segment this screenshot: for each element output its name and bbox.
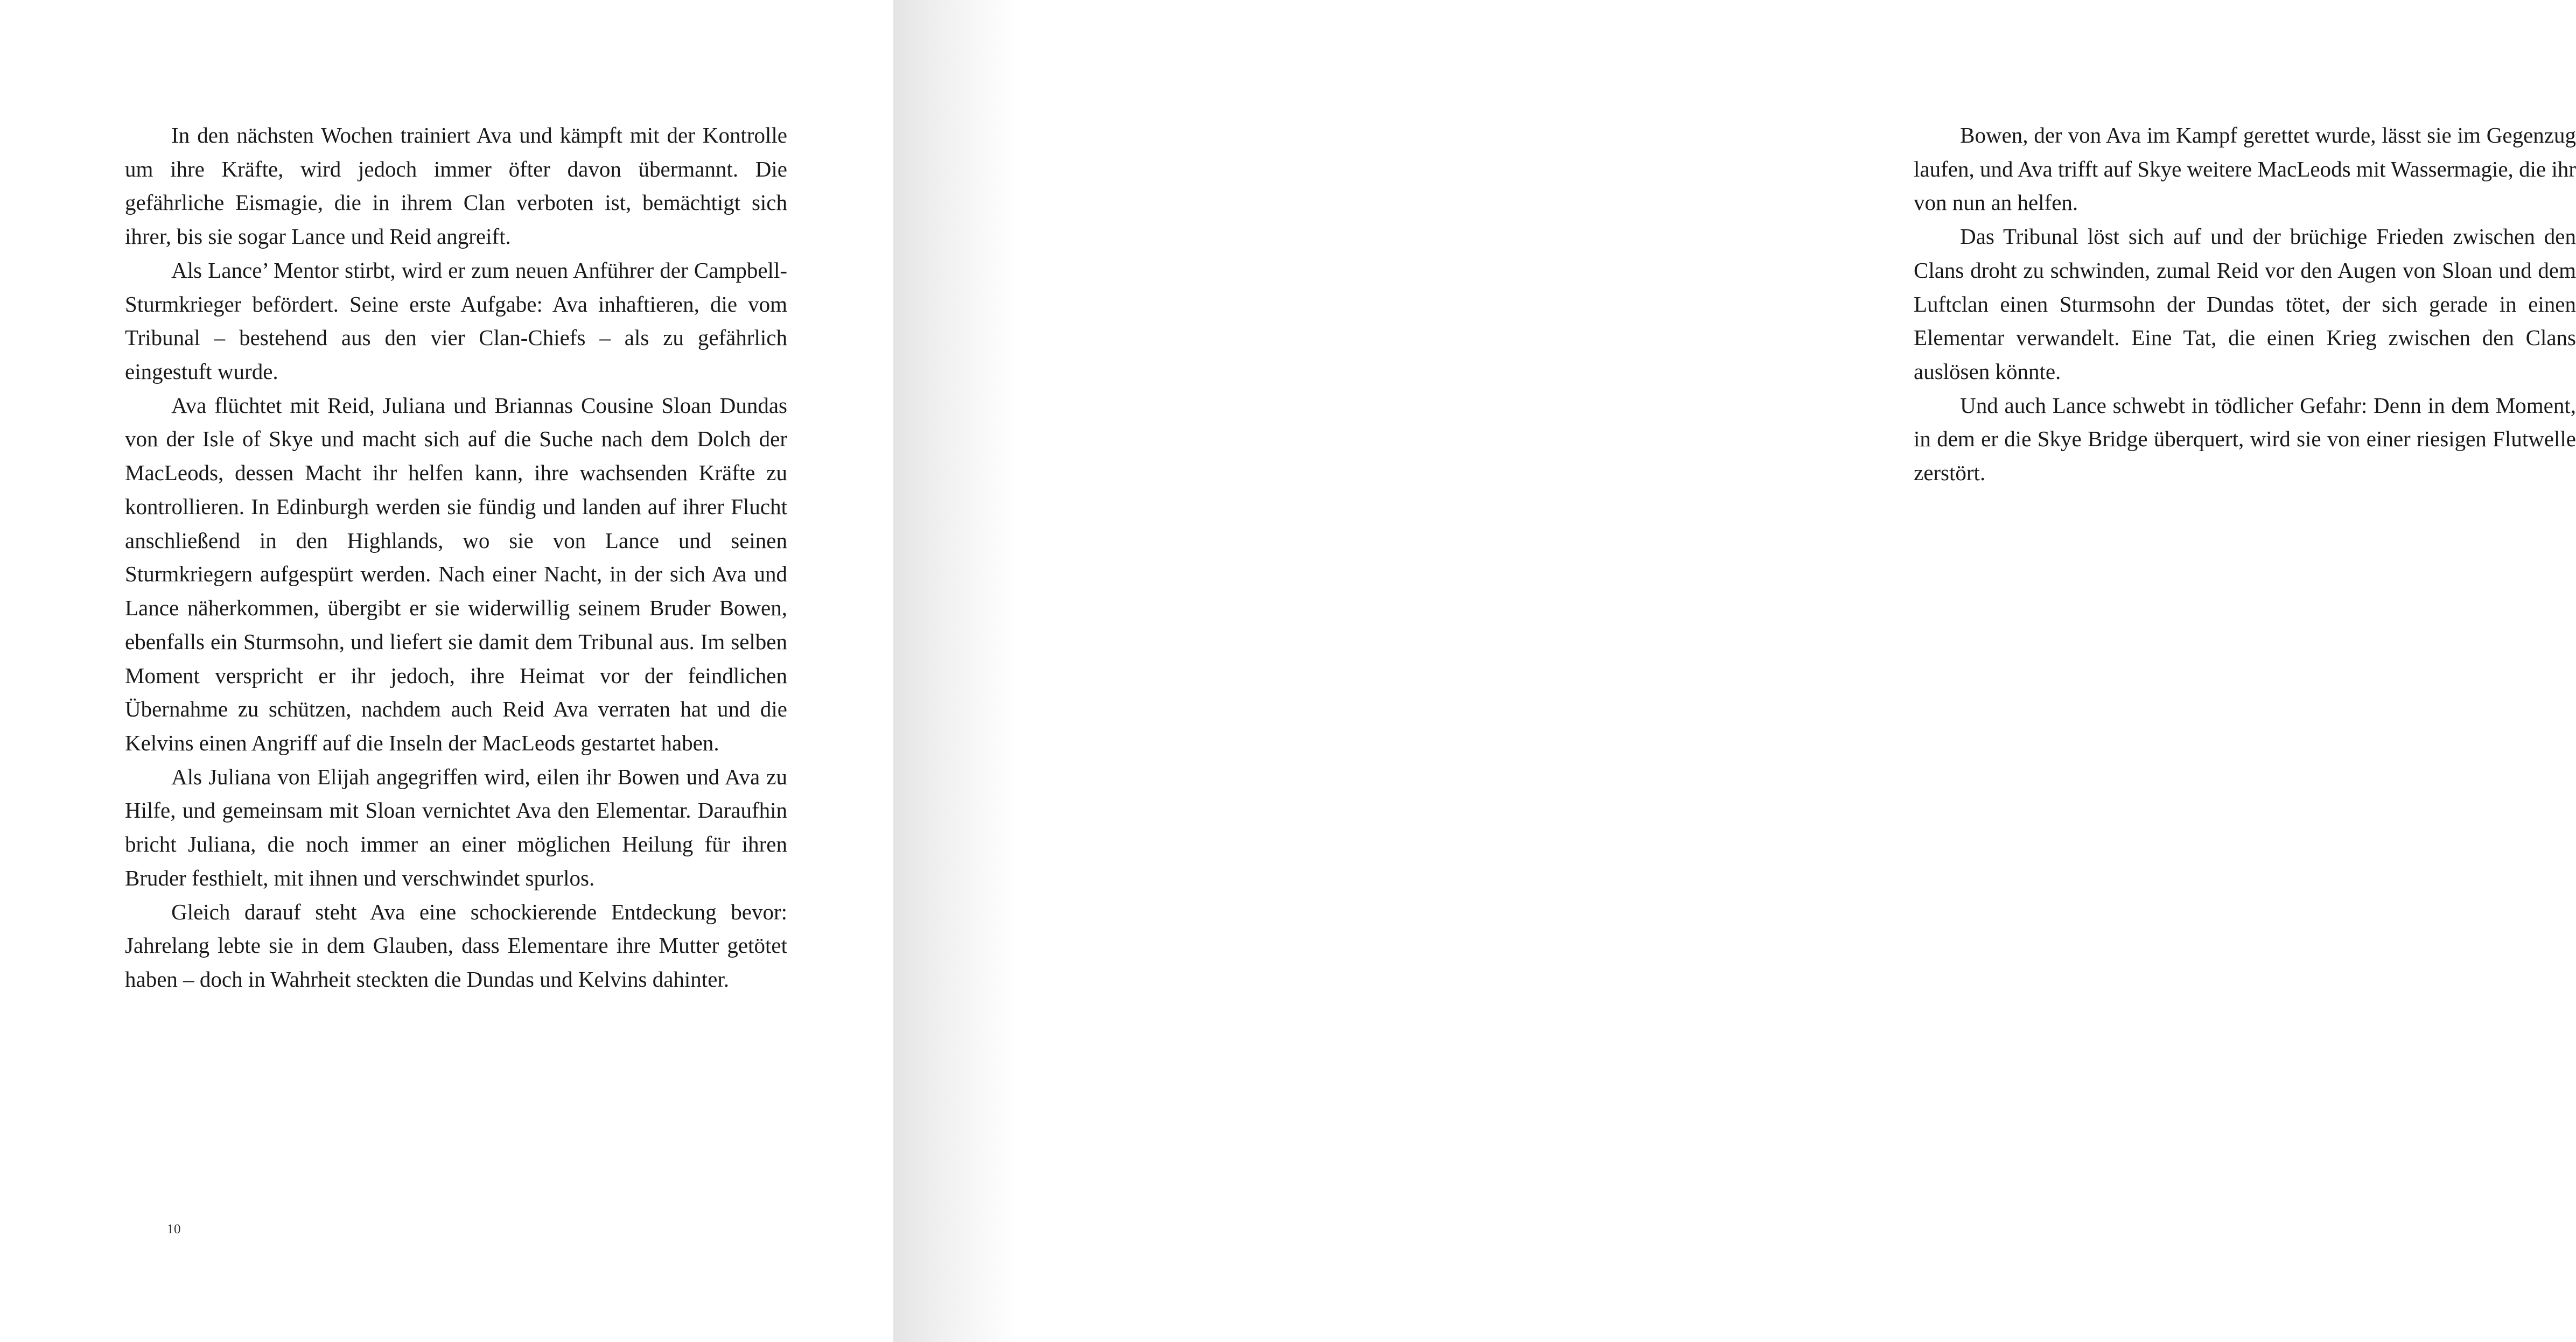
paragraph: Gleich darauf steht Ava eine schockierende Entdeckung bevor: Jahrelang lebte sie in dem Glauben, dass Elementare ihre Mutter getötet haben – doch in Wahrheit steckten die Dundas und Kelvins dahinter. <box>125 899 787 992</box>
right-page-text-column <box>1914 118 2576 490</box>
page-number: 10 <box>167 1222 181 1236</box>
paragraph: Als Juliana von Elijah angegriffen wird, eilen ihr Bowen und Ava zu Hilfe, und gemeinsam mit Sloan vernichtet Ava den Elementar. Daraufhin bricht Juliana, die noch immer an einer möglichen Heilung für ihren Bruder festhielt, mit ihnen und verschwindet spurlos. <box>125 764 787 890</box>
paragraph: Und auch Lance schwebt in tödlicher Gefahr: Denn in dem Moment, in dem er die Skye Bridge überquert, wird sie von einer riesigen Flutwelle zerstört. <box>1914 392 2576 486</box>
paragraph: Ava flüchtet mit Reid, Juliana und Briannas Cousine Sloan Dundas von der Isle of Skye und macht sich auf die Suche nach dem Dolch der MacLeods, dessen Macht ihr helfen kann, ihre wachsenden Kräfte zu kontrollieren. In Edinburgh werden sie fündig und landen auf ihrer Flucht anschließend in den Highlands, wo sie von Lance und seinen Sturmkriegern aufgespürt werden. Nach einer Nacht, in der sich Ava und Lance näherkommen, übergibt er sie widerwillig seinem Bruder Bowen, ebenfalls ein Sturmsohn, und liefert sie damit dem Tribunal aus. Im selben Moment verspricht er ihr jedoch, ihre Heimat vor der feindlichen Übernahme zu schützen, nachdem auch Reid Ava verraten hat und die Kelvins einen Angriff auf die Inseln der MacLeods gestartet haben. <box>125 392 787 755</box>
page-right <box>893 0 2576 1342</box>
paragraph: Das Tribunal löst sich auf und der brüchige Frieden zwischen den Clans droht zu schwinden, zumal Reid vor den Augen von Sloan und dem Luftclan einen Sturmsohn der Dundas tötet, der sich gerade in einen Elementar verwandelt. Eine Tat, die einen Krieg zwischen den Clans auslösen könnte. <box>1914 224 2576 384</box>
page-left <box>0 0 893 1342</box>
left-page-text-column <box>125 118 787 996</box>
paragraph: Als Lance’ Mentor stirbt, wird er zum neuen Anführer der Campbell-Sturmkrieger befördert. Seine erste Aufgabe: Ava inhaftieren, die vom Tribunal – bestehend aus den vier Clan-Chiefs – als zu gefährlich eingestuft wurde. <box>125 257 787 384</box>
paragraph: Bowen, der von Ava im Kampf gerettet wurde, lässt sie im Gegenzug laufen, und Ava trifft auf Skye weitere MacLeods mit Wassermagie, die ihr von nun an helfen. <box>1914 123 2576 215</box>
paragraph: In den nächsten Wochen trainiert Ava und kämpft mit der Kontrolle um ihre Kräfte, wird jedoch immer öfter davon übermannt. Die gefährliche Eismagie, die in ihrem Clan verboten ist, bemächtigt sich ihrer, bis sie sogar Lance und Reid angreift. <box>125 123 787 249</box>
